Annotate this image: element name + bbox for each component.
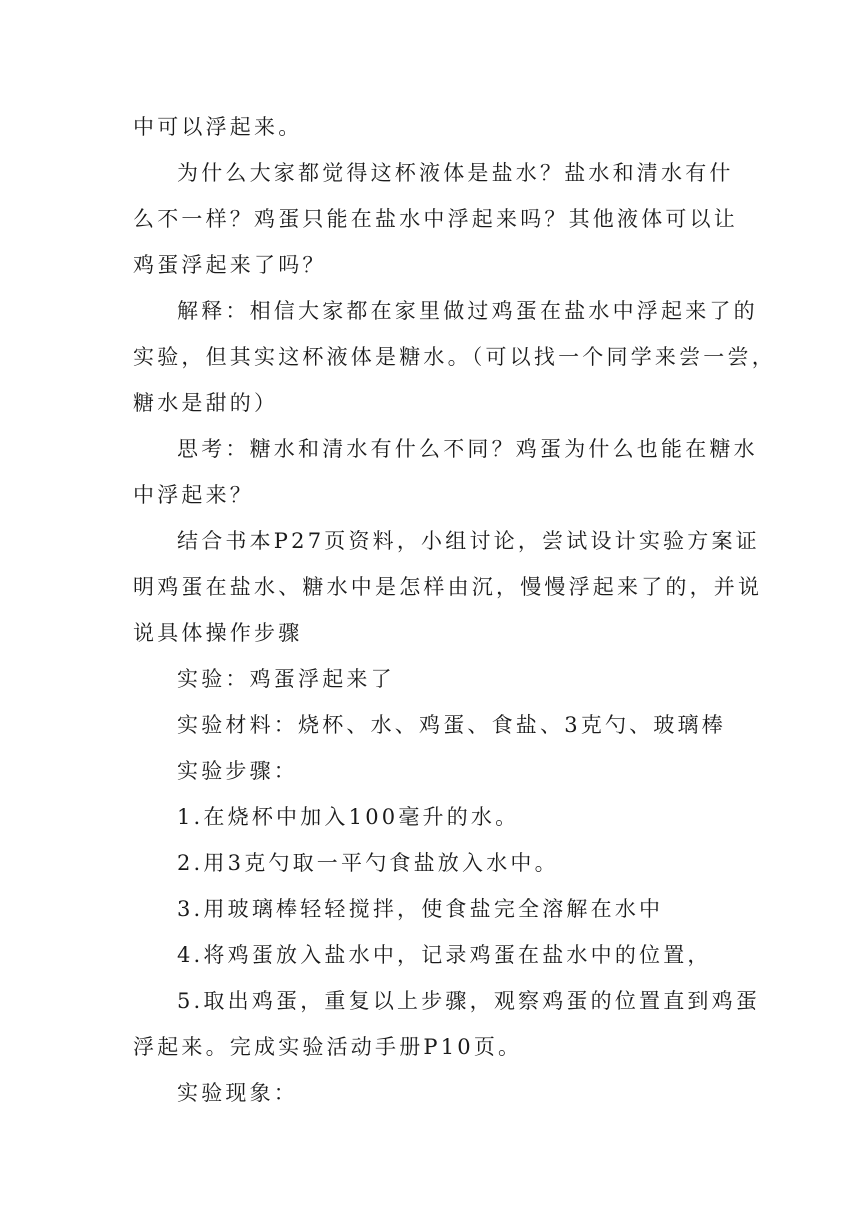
- text-line: 说具体操作步骤: [133, 621, 303, 645]
- text-line: 中可以浮起来。: [133, 115, 303, 139]
- step-line: 5.取出鸡蛋，重复以上步骤，观察鸡蛋的位置直到鸡蛋: [177, 989, 761, 1013]
- paragraph-start-line: 解释：相信大家都在家里做过鸡蛋在盐水中浮起来了的: [177, 299, 758, 323]
- step-line: 3.用玻璃棒轻轻搅拌，使食盐完全溶解在水中: [177, 897, 664, 921]
- paragraph-start-line: 思考：糖水和清水有什么不同？鸡蛋为什么也能在糖水: [177, 437, 758, 461]
- text-line: 鸡蛋浮起来了吗？: [133, 253, 327, 277]
- paragraph-start-line: 实验现象：: [177, 1081, 298, 1105]
- paragraph-start-line: 结合书本P27页资料，小组讨论，尝试设计实验方案证: [177, 529, 760, 553]
- paragraph-start-line: 实验材料：烧杯、水、鸡蛋、食盐、3克勺、玻璃棒: [177, 713, 726, 737]
- step-line: 4.将鸡蛋放入盐水中，记录鸡蛋在盐水中的位置，: [177, 943, 712, 967]
- text-line: 明鸡蛋在盐水、糖水中是怎样由沉，慢慢浮起来了的，并说: [133, 575, 763, 599]
- text-line: 糖水是甜的）: [133, 391, 279, 415]
- paragraph-start-line: 为什么大家都觉得这杯液体是盐水？盐水和清水有什: [177, 161, 734, 185]
- text-line: 实验，但其实这杯液体是糖水。（可以找一个同学来尝一尝，: [133, 345, 776, 369]
- text-line: 浮起来。完成实验活动手册P10页。: [133, 1035, 523, 1059]
- text-line: 中浮起来？: [133, 483, 254, 507]
- step-line: 1.在烧杯中加入100毫升的水。: [177, 805, 520, 829]
- paragraph-start-line: 实验步骤：: [177, 759, 298, 783]
- text-line: 么不一样？鸡蛋只能在盐水中浮起来吗？其他液体可以让: [133, 207, 738, 231]
- step-line: 2.用3克勺取一平勺食盐放入水中。: [177, 851, 559, 875]
- paragraph-start-line: 实验：鸡蛋浮起来了: [177, 667, 395, 691]
